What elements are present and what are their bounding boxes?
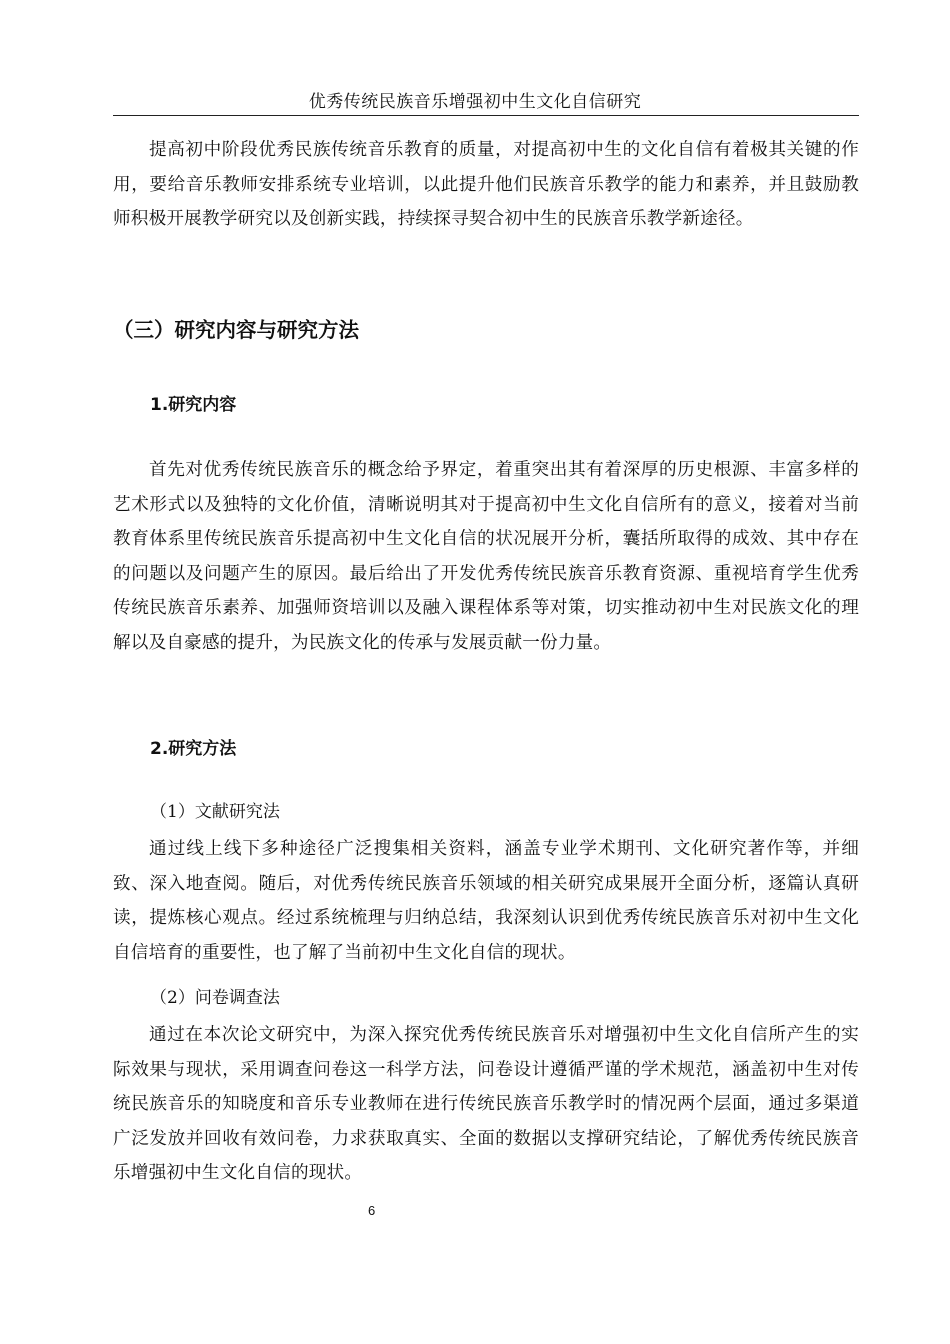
intro-paragraph: 提高初中阶段优秀民族传统音乐教育的质量，对提高初中生的文化自信有着极其关键的作用，要给音乐教师安排系统专业培训，以此提升他们民族音乐教学的能力和素养，并且鼓励教师积极开展教学研究以及创新实践，持续探寻契合初中生的民族音乐教学新途径。: [113, 140, 859, 229]
running-header-title: 优秀传统民族音乐增强初中生文化自信研究: [308, 92, 642, 112]
page-number: 6: [368, 1203, 376, 1218]
header-divider: [113, 115, 859, 116]
subsection1-heading: 1.研究内容: [150, 395, 237, 415]
method2-heading: （2）问卷调查法: [150, 988, 280, 1008]
section-heading: （三）研究内容与研究方法: [113, 318, 359, 342]
method2-paragraph: 通过在本次论文研究中，为深入探究优秀传统民族音乐对增强初中生文化自信所产生的实际效果与现状，采用调查问卷这一科学方法，问卷设计遵循严谨的学术规范，涵盖初中生对传统民族音乐的知晓度和音乐专业教师在进行传统民族音乐教学时的情况两个层面，通过多渠道广泛发放并回收有效问卷，力求获取真实、全面的数据以支撑研究结论，了解优秀传统民族音乐增强初中生文化自信的现状。: [113, 1025, 859, 1183]
subsection1-paragraph: 首先对优秀传统民族音乐的概念给予界定，着重突出其有着深厚的历史根源、丰富多样的艺术形式以及独特的文化价值，清晰说明其对于提高初中生文化自信所有的意义，接着对当前教育体系里传统民族音乐提高初中生文化自信的状况展开分析，囊括所取得的成效、其中存在的问题以及问题产生的原因。最后给出了开发优秀传统民族音乐教育资源、重视培育学生优秀传统民族音乐素养、加强师资培训以及融入课程体系等对策，切实推动初中生对民族文化的理解以及自豪感的提升，为民族文化的传承与发展贡献一份力量。: [113, 460, 859, 653]
subsection2-heading: 2.研究方法: [150, 739, 237, 759]
method1-paragraph: 通过线上线下多种途径广泛搜集相关资料，涵盖专业学术期刊、文化研究著作等，并细致、深入地查阅。随后，对优秀传统民族音乐领域的相关研究成果展开全面分析，逐篇认真研读，提炼核心观点。经过系统梳理与归纳总结，我深刻认识到优秀传统民族音乐对初中生文化自信培育的重要性，也了解了当前初中生文化自信的现状。: [113, 839, 859, 963]
method1-heading: （1）文献研究法: [150, 802, 280, 822]
